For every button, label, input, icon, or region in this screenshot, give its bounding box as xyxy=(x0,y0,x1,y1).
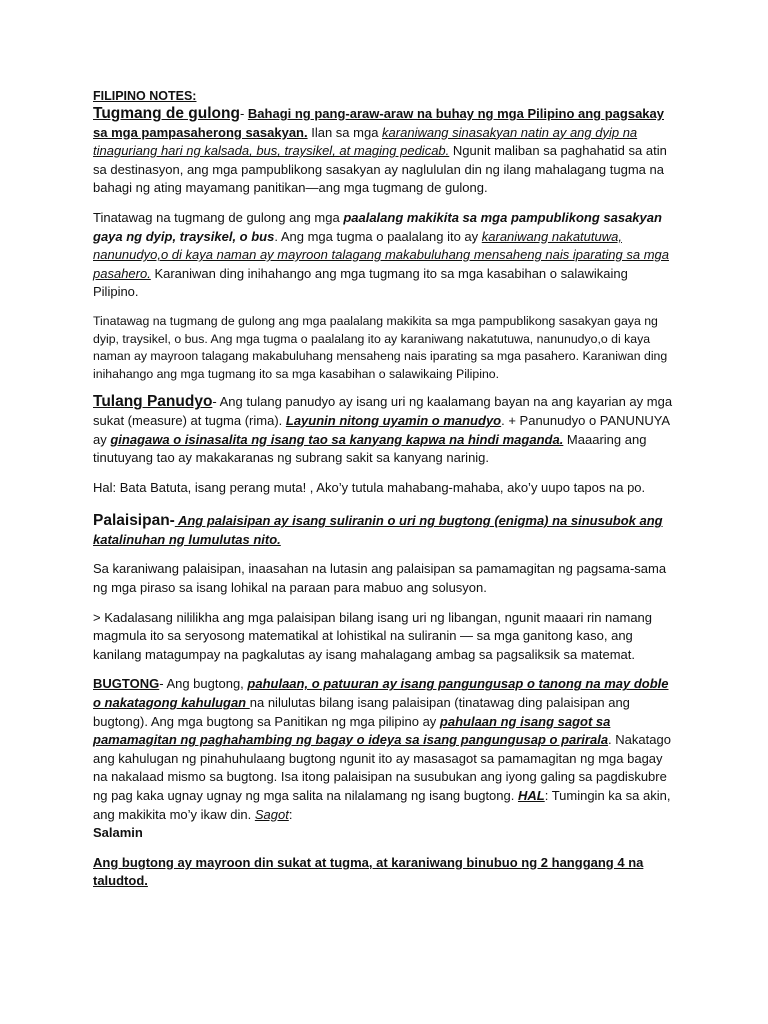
bugtong-colon: : xyxy=(288,806,293,822)
tulang-paragraph xyxy=(93,393,675,467)
palaisipan-paragraph xyxy=(93,512,675,549)
tugmang-text-2: Ngunit maliban sa paghahatid sa atin sa destinasyon, ang mga pampublikong sasakyan ay naglululan din ng ilang mahalagang tugma na bahagi ng ating mayamang panitikan—ang mga tugmang de gulong. xyxy=(93,143,667,196)
bugtong-bold-2: pahulaan ng isang sagot sa pamamagitan ng paghahambing ng bagay o ideya sa isang pangungusap o parirala xyxy=(93,713,611,748)
tugmang-definition: Bahagi ng pang-araw-araw na buhay ng mga Pilipino ang pagsakay sa mga pampasaherong sasakyan. xyxy=(93,106,664,140)
bugtong-term: BUGTONG xyxy=(93,676,160,692)
bugtong-final-paragraph: Ang bugtong ay mayroon din sukat at tugma, at karaniwang binubuo ng 2 hanggang 4 na taludtod. xyxy=(93,854,644,889)
tugmang2-text-3: Karaniwan ding inihahango ang mga tugmang ito sa mga kasabihan o salawikaing Pilipino. xyxy=(93,265,628,300)
bugtong-sagot: Sagot xyxy=(254,806,289,822)
tugmang2-text-2: . Ang mga tugma o paalalang ito ay xyxy=(274,228,482,244)
tugmang-paragraph-2 xyxy=(93,209,675,302)
document-page xyxy=(93,88,675,891)
tulang-text-2: . + Panunudyo o PANUNUYA ay xyxy=(93,412,670,447)
tugmang-text-1: Ilan sa mga xyxy=(307,124,383,140)
tugmang-italic-1: karaniwang sinasakyan natin ay ang dyip na tinaguriang hari ng kalsada, bus, traysikel, at maging pedicab. xyxy=(93,124,638,159)
tugmang-term: Tugmang de gulong xyxy=(93,105,240,122)
bugtong-text-2: na nilulutas bilang isang palaisipan (tinatawag ding palaisipan ang bugtong). Ang mga bugtong sa Panitikan ng mga pilipino ay xyxy=(93,695,630,729)
notes-title: FILIPINO NOTES: xyxy=(93,89,197,103)
bugtong-text-3: . Nakatago ang kahulugan ng pinahuhulaang bugtong ngunit ito ay masasagot sa pamamagitan ng mga bagay na nakalaad mismo sa bugtong. Isa itong palaisipan na susubukan ang iyong galing sa pagdiskubre ng pag kaka ugnay ugnay ng mga salita na nilalamang ng isang bugtong. xyxy=(93,732,671,803)
tugmang2-bold-1: paalalang makikita sa mga pampublikong sasakyan gaya ng dyip, traysikel, o bus xyxy=(93,209,662,244)
tulang-bold-2: ginagawa o isinasalita ng isang tao sa kanyang kapwa na hindi maganda. xyxy=(110,431,564,447)
tulang-term: Tulang Panudyo xyxy=(93,393,213,411)
palaisipan-paragraph-3: > Kadalasang nililikha ang mga palaisipan bilang isang uri ng libangan, ngunit maaari rin namang magmula ito sa seryosong matematikal at lohistikal na suliranin — sa mga ganitong kaso, ang kanilang matagumpay na pagkalutas ay isang mahalagang ambag sa pagsaliksik sa matemat. xyxy=(93,609,653,662)
tulang-text-1: - Ang tulang panudyo ay isang uri ng kaalamang bayan na ang kayarian ay mga sukat (measure) at tugma (rima). xyxy=(93,394,673,428)
tulang-example: Hal: Bata Batuta, isang perang muta! , Ako’y tutula mahabang-mahaba, ako’y uupo tapos na po. xyxy=(93,479,646,495)
palaisipan-paragraph-2: Sa karaniwang palaisipan, inaasahan na lutasin ang palaisipan sa pamamagitan ng pagsama-sama ng mga piraso sa isang lohikal na paraan para mabuo ang solusyon. xyxy=(93,561,667,596)
tulang-bold-1: Layunin nitong uyamin o manudyo xyxy=(285,412,502,428)
tugmang-paragraph-3: Tinatawag na tugmang de gulong ang mga paalalang makikita sa mga pampublikong sasakyan gaya ng dyip, traysikel, o bus. Ang mga tugma o paalalang ito ay karaniwang nakatutuwa, nanunudyo,o di kaya naman ay mayroon talagang makabuluhang mensaheng nais iparating sa mga pasahero. Karaniwan ding inihahango ang mga tugmang ito sa mga kasabihan o salawikaing Pilipino. xyxy=(93,313,668,381)
bugtong-hal: HAL xyxy=(517,788,545,803)
bugtong-paragraph xyxy=(93,675,675,842)
tugmang-paragraph xyxy=(93,105,675,198)
bugtong-text-4: : Tumingin ka sa akin, ang makikita mo’y ikaw din. xyxy=(93,788,671,822)
tugmang-dash: - xyxy=(239,106,248,121)
bugtong-bold-1: pahulaan, o patuuran ay isang pangungusap o tanong na may doble o nakatagong kahulugan xyxy=(93,676,669,711)
bugtong-text-1: - Ang bugtong, xyxy=(159,676,248,692)
bugtong-answer: Salamin xyxy=(93,825,143,841)
tulang-text-3: Maaaring ang tinutuyang tao ay makakaranas ng subrang sakit sa kanyang narinig. xyxy=(93,431,647,466)
tugmang2-text-1: Tinatawag na tugmang de gulong ang mga xyxy=(93,209,344,225)
palaisipan-term: Palaisipan- xyxy=(93,512,175,530)
tugmang2-italic-1: karaniwang nakatutuwa, nanunudyo,o di kaya naman ay mayroon talagang makabuluhang mensaheng nais iparating sa mga pasahero. xyxy=(93,228,669,281)
palaisipan-definition: Ang palaisipan ay isang suliranin o uri ng bugtong (enigma) na sinusubok ang katalinuhan ng lumulutas nito. xyxy=(93,513,663,547)
